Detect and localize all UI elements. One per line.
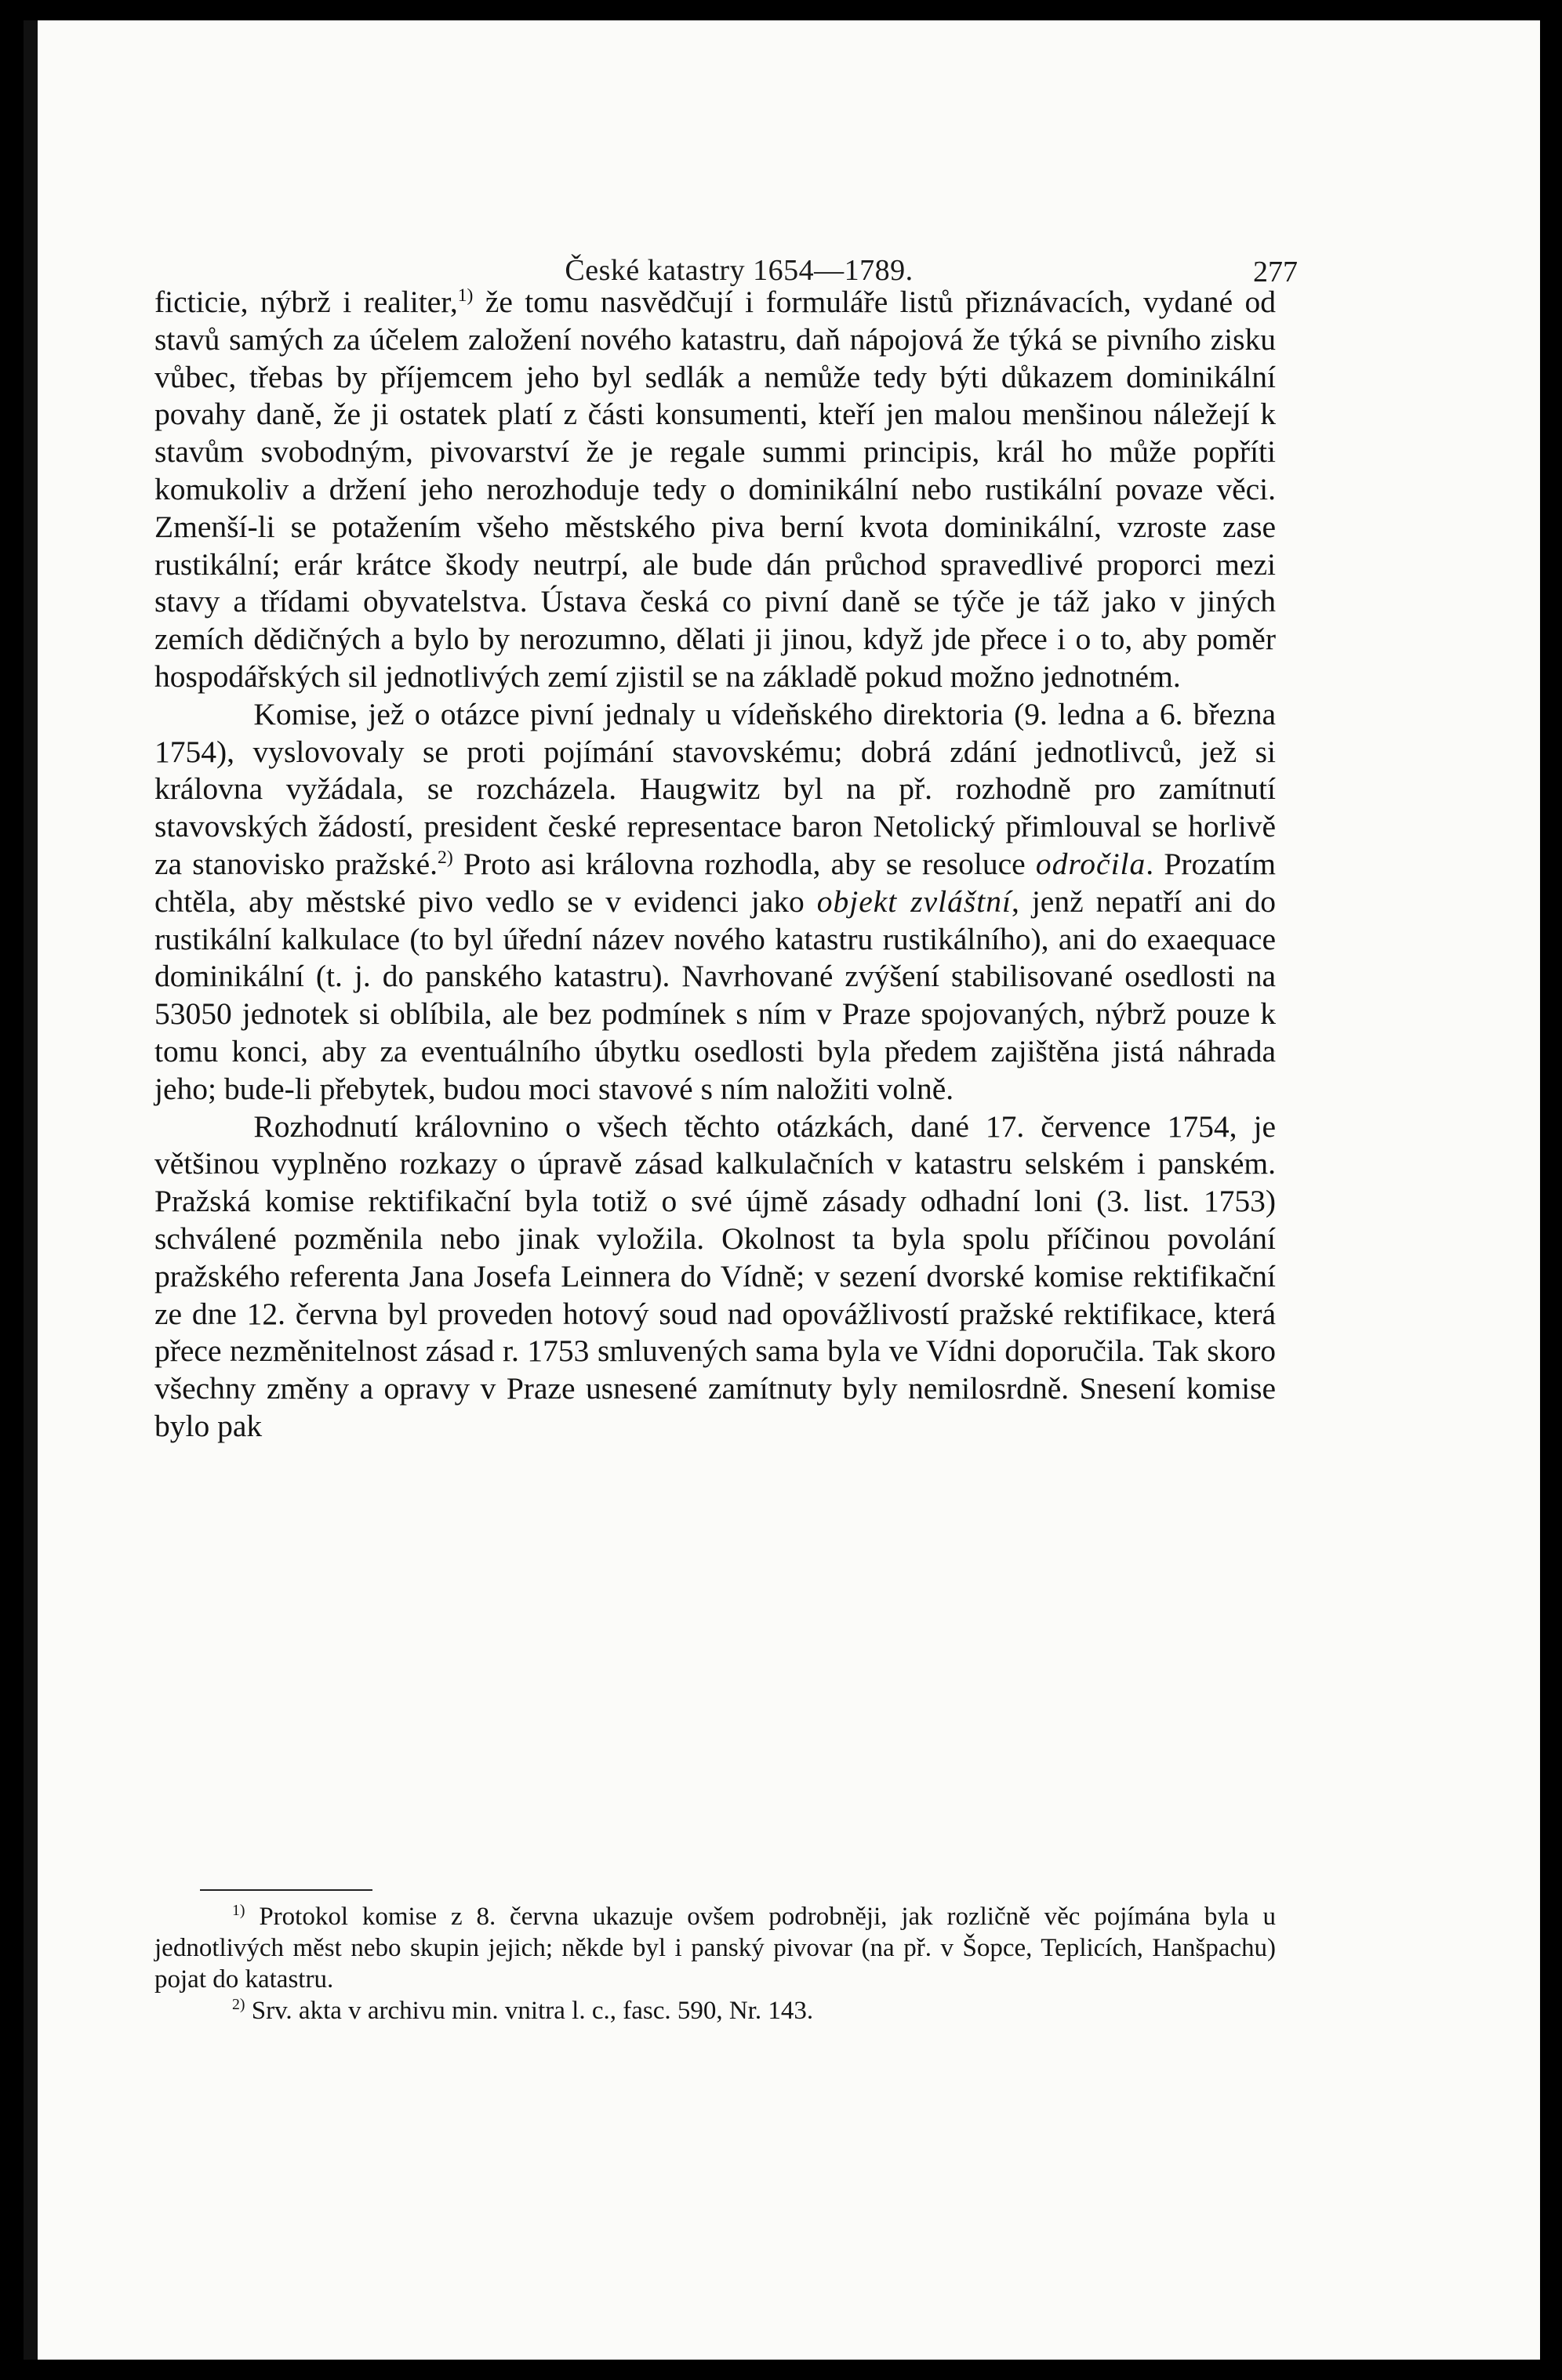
- footnote-1: [154, 1901, 1276, 1995]
- footnote-mark-1: 1): [232, 1902, 245, 1919]
- text-run: že tomu nasvědčují i formuláře listů přiznávacích, vydané od stavů samých za účelem založení nového katastru, daň nápojová že týká se pivního zisku vůbec, třebas by příjemcem jeho byl sedlák a nemůže tedy býti důkazem dominikální povahy daně, že ji ostatek platí z části konsumenti, kteří jen malou menšinou náležejí k stavům svobodným, pivovarství že je regale summi principis, král ho může popříti komukoliv a držení jeho nerozhoduje tedy o dominikální nebo rustikální povaze věci. Zmenší-li se potažením všeho městského piva berní kvota dominikální, vzroste zase rustikální; erár krátce škody neutrpí, ale bude dán průchod spravedlivé proporci mezi stavy a třídami obyvatelstva. Ústava česká co pivní daně se týče je táž jako v jiných zemích dědičných a bylo by nerozumno, dělati ji jinou, když jde přece i o to, aby poměr hospodářských sil jednotlivých zemí zjistil se na základě pokud možno jednotném.: [154, 285, 1276, 694]
- running-title: České katastry 1654—1789.: [565, 254, 914, 287]
- text-run: Komise, jež o otázce pivní jednaly u vídeňského direktoria (9. ledna a 6. března 1754), vyslovovaly se proti pojímání stavovskému; dobrá zdání jednotlivců, jež si královna vyžádala, se rozcházela. Haugwitz byl na př. rozhodně pro zamítnutí stavovských žádostí, president české representace baron Netolický přimlouval se horlivě za stanovisko pražské.: [154, 696, 1276, 881]
- text-run: . Prozatím chtěla, aby městské pivo vedlo se v evidenci jako: [154, 846, 1276, 919]
- footnote-text-2: Srv. akta v archivu min. vnitra l. c., fasc. 590, Nr. 143.: [245, 1997, 814, 2025]
- paragraph-3: Rozhodnutí královnino o všech těchto otázkách, dané 17. července 1754, je většinou vyplněno rozkazy o úpravě zásad kalkulačních v katastru selském i panském. Pražská komise rektifikační byla totiž o své újmě zásady odhadní loni (3. list. 1753) schválené pozměnila nebo jinak vyložila. Okolnost ta byla spolu příčinou povolání pražského referenta Jana Josefa Leinnera do Vídně; v sezení dvorské komise rektifikační ze dne 12. června byl proveden hotový soud nad opovážlivostí pražské rektifikace, která přece nezměnitelnost zásad r. 1753 smluvených sama byla ve Vídni doporučila. Tak skoro všechny změny a opravy v Praze usnesené zamítnuty byly nemilosrdně. Snesení komise bylo pak: [154, 1108, 1276, 1443]
- emphasis-odrocila: odročila: [1035, 846, 1146, 881]
- emphasis-objekt: objekt zvláštní: [816, 883, 1012, 919]
- footnote-2: [154, 1995, 1276, 2026]
- text-run: , jenž nepatří ani do rustikální kalkulace (to byl úřední název nového katastru rustikálního), ani do exaequace dominikální (t. j. do panského katastru). Navrhované zvýšení stabilisované osedlosti na 53050 jednotek si oblíbila, ale bez podmínek s ním v Praze spojovaných, nýbrž pouze k tomu konci, aby za eventuálního úbytku osedlosti byla předem zajištěna jistá náhrada jeho; bude-li přebytek, budou moci stavové s ním naložiti volně.: [154, 883, 1276, 1106]
- footnote-ref-2: 2): [438, 847, 453, 868]
- paragraph-1: [154, 284, 1276, 696]
- text-run: Proto asi královna rozhodla, aby se resoluce: [452, 846, 1036, 881]
- footnotes: [154, 1901, 1276, 2026]
- main-text: [154, 284, 1276, 1446]
- page-number: 277: [1253, 256, 1298, 288]
- paragraph-2: [154, 696, 1276, 1108]
- text-run: ficticie, nýbrž i realiter,: [154, 285, 458, 319]
- footnote-text-1: Protokol komise z 8. června ukazuje ovšem podrobněji, jak rozličně věc pojímána byla u jednotlivých měst nebo skupin jejich; někde byl i panský pivovar (na př. v Šopce, Teplicích, Hanšpachu) pojat do katastru.: [154, 1903, 1276, 1994]
- footnote-ref-1: 1): [457, 285, 474, 306]
- scan-edge: [24, 20, 38, 2360]
- footnote-separator: [200, 1889, 372, 1891]
- footnote-mark-2: 2): [232, 1996, 245, 2013]
